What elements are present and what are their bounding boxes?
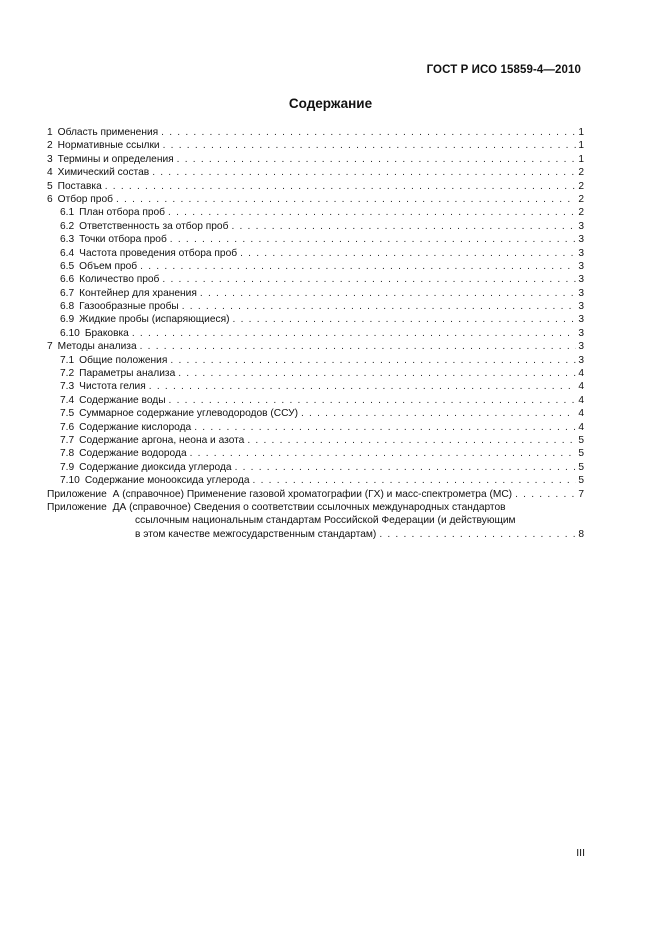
toc-entry[interactable]: [47, 220, 584, 233]
toc-entry-number: 6: [47, 193, 53, 205]
dot-leader: [162, 273, 576, 286]
dot-leader: [140, 260, 576, 273]
toc-entry-page: 4: [578, 394, 584, 406]
toc-entry-number: 6.3: [60, 234, 75, 246]
toc-entry-page: 5: [578, 434, 584, 446]
toc-entry-number: 6.7: [60, 287, 75, 299]
toc-entry-page: 2: [578, 180, 584, 192]
toc-entry-page: 3: [578, 247, 584, 259]
toc-entry-number: 7.9: [60, 461, 75, 473]
toc-entry[interactable]: [47, 407, 584, 420]
dot-leader: [301, 407, 576, 420]
toc-entry[interactable]: [47, 327, 584, 340]
toc-entry[interactable]: [47, 367, 584, 380]
toc-entry-title: Содержание диоксида углерода: [79, 461, 232, 473]
toc-entry-title: Количество проб: [79, 274, 160, 286]
toc-entry-number: 7.7: [60, 434, 75, 446]
toc-entry[interactable]: [47, 313, 584, 326]
toc-entry-page: 3: [578, 341, 584, 353]
toc-entry-number: 7.4: [60, 394, 75, 406]
toc-entry[interactable]: [47, 193, 584, 206]
toc-entry-number: 3: [47, 153, 53, 165]
toc-entry-number: 5: [47, 180, 53, 192]
document-code: ГОСТ Р ИСО 15859-4—2010: [426, 64, 581, 76]
dot-leader: [163, 139, 577, 152]
toc-entry-number: 7.10: [60, 475, 80, 487]
dot-leader: [515, 488, 576, 501]
dot-leader: [190, 447, 577, 460]
toc-entry[interactable]: [47, 447, 584, 460]
toc-entry-title: Отбор проб: [57, 193, 113, 205]
toc-entry-title: Параметры анализа: [79, 368, 176, 380]
dot-leader: [200, 287, 576, 300]
toc-entries: [47, 126, 584, 488]
dot-leader: [132, 327, 576, 340]
toc-entry-page: 3: [578, 234, 584, 246]
appendix-label: Приложение: [47, 501, 107, 513]
toc-entry-page: 2: [578, 167, 584, 179]
dot-leader: [152, 166, 576, 179]
toc-entry-page: 1: [578, 153, 584, 165]
toc-entry-number: 7.6: [60, 421, 75, 433]
dot-leader: [178, 367, 576, 380]
appendix-title-line-2: ссылочным национальным стандартам Российской Федерации (и действующим: [135, 515, 516, 527]
dot-leader: [194, 421, 576, 434]
appendix-title-line-3: в этом качестве межгосударственным стандартам): [135, 528, 377, 540]
toc-appendix-da[interactable]: [47, 501, 584, 514]
dot-leader: [177, 153, 577, 166]
toc-entry[interactable]: [47, 247, 584, 260]
toc-entry-title: Содержание кислорода: [79, 421, 192, 433]
toc-entry-title: Ответственность за отбор проб: [79, 220, 229, 232]
toc-appendix-da-cont: [47, 514, 584, 527]
toc-entry-number: 6.6: [60, 274, 75, 286]
toc-entry[interactable]: [47, 180, 584, 193]
toc-entry-page: 3: [578, 260, 584, 272]
toc-appendix-da-cont[interactable]: [47, 528, 584, 541]
toc-entry-page: 3: [578, 354, 584, 366]
toc-entry-page: 3: [578, 301, 584, 313]
table-of-contents: [47, 126, 584, 541]
toc-entry[interactable]: [47, 474, 584, 487]
dot-leader: [240, 247, 576, 260]
dot-leader: [247, 434, 576, 447]
toc-entry[interactable]: [47, 273, 584, 286]
dot-leader: [169, 394, 577, 407]
dot-leader: [235, 461, 577, 474]
dot-leader: [231, 220, 576, 233]
toc-entry-title: Содержание аргона, неона и азота: [79, 434, 245, 446]
dot-leader: [170, 233, 577, 246]
toc-entry-number: 6.5: [60, 260, 75, 272]
toc-entry-number: 6.4: [60, 247, 75, 259]
toc-entry-page: 1: [578, 140, 584, 152]
toc-entry-number: 6.1: [60, 207, 75, 219]
appendix-label: Приложение: [47, 488, 107, 500]
appendix-id: ДА (справочное): [112, 501, 191, 513]
toc-entry-page: 3: [578, 220, 584, 232]
toc-entry-number: 2: [47, 140, 53, 152]
toc-entry-number: 7.2: [60, 368, 75, 380]
toc-entry-title: Браковка: [84, 327, 129, 339]
dot-leader: [379, 528, 576, 541]
toc-entry[interactable]: [47, 233, 584, 246]
toc-entry-page: 2: [578, 207, 584, 219]
toc-entry-page: 5: [578, 448, 584, 460]
toc-entry-title: Газообразные пробы: [79, 301, 179, 313]
toc-entry[interactable]: [47, 153, 584, 166]
toc-entry[interactable]: [47, 126, 584, 139]
toc-entry[interactable]: [47, 206, 584, 219]
toc-entry-page: 1: [578, 127, 584, 138]
toc-entry-title: Частота проведения отбора проб: [79, 247, 238, 259]
dot-leader: [182, 300, 577, 313]
toc-entry-number: 7.1: [60, 354, 75, 366]
dot-leader: [161, 126, 576, 139]
toc-entry-number: 6.10: [60, 327, 80, 339]
toc-entry[interactable]: [47, 340, 584, 353]
toc-entry[interactable]: [47, 421, 584, 434]
page-folio: III: [576, 847, 585, 859]
dot-leader: [168, 206, 576, 219]
toc-entry-page: 5: [578, 475, 584, 487]
toc-entry[interactable]: [47, 287, 584, 300]
toc-entry-title: Объем проб: [79, 260, 138, 272]
toc-entry-title: Химический состав: [57, 167, 150, 179]
appendix-page: 8: [578, 528, 584, 540]
toc-entry[interactable]: [47, 260, 584, 273]
toc-entry[interactable]: [47, 461, 584, 474]
toc-entry-number: 6.9: [60, 314, 75, 326]
toc-entry-title: Содержание водорода: [79, 448, 187, 460]
toc-entry-number: 7: [47, 341, 53, 353]
toc-entry-number: 6.8: [60, 301, 75, 313]
toc-title: Содержание: [288, 96, 373, 111]
toc-entry[interactable]: [47, 394, 584, 407]
toc-entry-title: Суммарное содержание углеводородов (ССУ): [79, 408, 298, 420]
toc-entry-number: 1: [47, 127, 53, 138]
toc-entry-number: 4: [47, 167, 53, 179]
toc-entry-title: Содержание воды: [79, 394, 166, 406]
toc-entry-title: Содержание монооксида углерода: [84, 475, 250, 487]
toc-entry-page: 4: [578, 381, 584, 393]
dot-leader: [116, 193, 576, 206]
appendix-title-line-1: Сведения о соответствии ссылочных международных стандартов: [193, 501, 506, 513]
toc-entry-page: 4: [578, 408, 584, 420]
toc-entry-number: 6.2: [60, 220, 75, 232]
toc-entry-page: 3: [578, 327, 584, 339]
toc-appendix-a[interactable]: [47, 488, 584, 501]
toc-entry-number: 7.8: [60, 448, 75, 460]
dot-leader: [140, 340, 577, 353]
toc-entry-page: 3: [578, 314, 584, 326]
appendix-page: 7: [578, 488, 584, 500]
toc-entry-title: Жидкие пробы (испаряющиеся): [79, 314, 230, 326]
toc-entry-title: Поставка: [57, 180, 102, 192]
dot-leader: [170, 354, 576, 367]
appendix-title: Применение газовой хроматографии (ГХ) и масс-спектрометра (МС): [186, 488, 513, 500]
toc-entry-page: 4: [578, 368, 584, 380]
toc-entry-page: 2: [578, 193, 584, 205]
toc-entry[interactable]: [47, 166, 584, 179]
toc-entry[interactable]: [47, 434, 584, 447]
toc-entry-title: Методы анализа: [57, 341, 137, 353]
toc-entry-title: Контейнер для хранения: [79, 287, 197, 299]
toc-entry-title: Нормативные ссылки: [57, 140, 160, 152]
toc-entry-title: Термины и определения: [57, 153, 174, 165]
dot-leader: [233, 313, 577, 326]
toc-entry[interactable]: [47, 380, 584, 393]
toc-entry-page: 3: [578, 274, 584, 286]
toc-entry-number: 7.5: [60, 408, 75, 420]
dot-leader: [149, 380, 577, 393]
toc-entry[interactable]: [47, 354, 584, 367]
toc-entry-title: Точки отбора проб: [79, 234, 167, 246]
toc-entry-title: План отбора проб: [79, 207, 166, 219]
dot-leader: [253, 474, 577, 487]
toc-entry[interactable]: [47, 300, 584, 313]
toc-entry-page: 4: [578, 421, 584, 433]
toc-entry-title: Чистота гелия: [79, 381, 146, 393]
toc-entry-page: 5: [578, 461, 584, 473]
toc-entry-title: Общие положения: [79, 354, 168, 366]
toc-entry-page: 3: [578, 287, 584, 299]
toc-entry-title: Область применения: [57, 127, 159, 138]
toc-entry-number: 7.3: [60, 381, 75, 393]
dot-leader: [105, 180, 577, 193]
appendix-id: А (справочное): [112, 488, 184, 500]
toc-entry[interactable]: [47, 139, 584, 152]
